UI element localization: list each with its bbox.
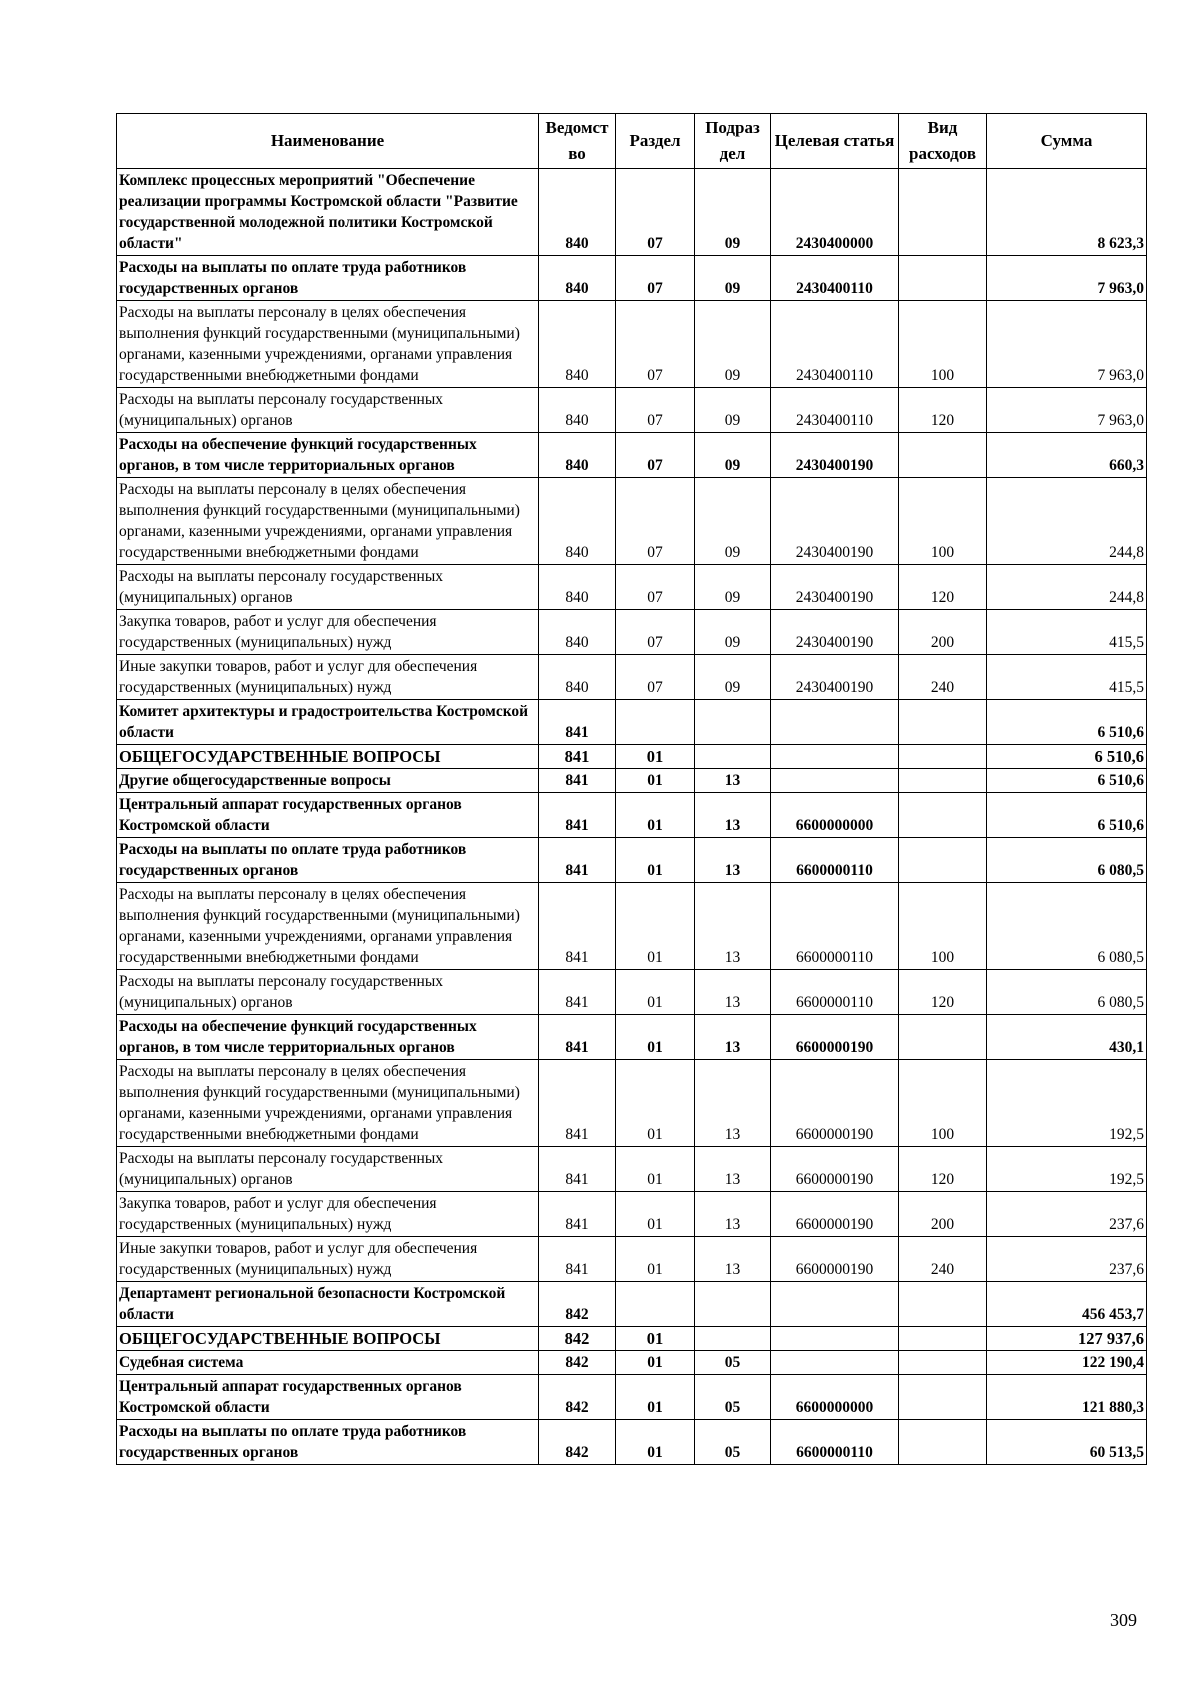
cell-celevaya-statya: 2430400110 [771, 301, 899, 388]
cell-razdel: 01 [616, 1060, 695, 1147]
cell-vedomstvo: 840 [539, 301, 616, 388]
cell-vid-rashodov [899, 700, 987, 745]
cell-celevaya-statya: 2430400190 [771, 565, 899, 610]
cell-razdel: 01 [616, 1192, 695, 1237]
cell-vedomstvo: 841 [539, 883, 616, 970]
cell-vedomstvo: 842 [539, 1375, 616, 1420]
table-row [117, 1015, 1147, 1060]
cell-vedomstvo: 840 [539, 565, 616, 610]
cell-summa: 456 453,7 [987, 1282, 1147, 1327]
cell-vedomstvo: 842 [539, 1351, 616, 1375]
cell-razdel: 01 [616, 1147, 695, 1192]
cell-name: Судебная система [117, 1351, 539, 1375]
cell-name: Центральный аппарат государственных органов Костромской области [117, 793, 539, 838]
table-row [117, 1060, 1147, 1147]
cell-razdel: 01 [616, 1420, 695, 1465]
cell-vid-rashodov [899, 1351, 987, 1375]
table-row [117, 769, 1147, 793]
table-row [117, 388, 1147, 433]
cell-name: Расходы на обеспечение функций государственных органов, в том числе территориальных органов [117, 1015, 539, 1060]
cell-celevaya-statya: 2430400190 [771, 478, 899, 565]
cell-vid-rashodov: 120 [899, 970, 987, 1015]
table-row [117, 301, 1147, 388]
cell-vedomstvo: 840 [539, 610, 616, 655]
cell-podrazdel: 13 [695, 793, 771, 838]
cell-celevaya-statya [771, 745, 899, 769]
table-row [117, 1192, 1147, 1237]
cell-podrazdel [695, 1327, 771, 1351]
cell-name: Расходы на выплаты по оплате труда работников государственных органов [117, 838, 539, 883]
cell-name: Расходы на выплаты персоналу государственных (муниципальных) органов [117, 1147, 539, 1192]
cell-vedomstvo: 840 [539, 169, 616, 256]
cell-name: Расходы на выплаты персоналу в целях обеспечения выполнения функций государственными (муниципальными) органами, казенными учреждениями, органами управления государственными внебюджетными фондами [117, 301, 539, 388]
cell-vid-rashodov [899, 1420, 987, 1465]
table-row [117, 745, 1147, 769]
cell-summa: 6 510,6 [987, 793, 1147, 838]
cell-name: Комитет архитектуры и градостроительства Костромской области [117, 700, 539, 745]
cell-celevaya-statya: 2430400190 [771, 433, 899, 478]
cell-podrazdel: 09 [695, 169, 771, 256]
cell-name: Расходы на выплаты персоналу в целях обеспечения выполнения функций государственными (муниципальными) органами, казенными учреждениями, органами управления государственными внебюджетными фондами [117, 478, 539, 565]
table-row [117, 565, 1147, 610]
cell-vid-rashodov: 120 [899, 388, 987, 433]
cell-summa: 122 190,4 [987, 1351, 1147, 1375]
table-row [117, 793, 1147, 838]
cell-podrazdel: 09 [695, 565, 771, 610]
table-row [117, 700, 1147, 745]
cell-razdel [616, 1282, 695, 1327]
cell-razdel: 01 [616, 1327, 695, 1351]
cell-name: ОБЩЕГОСУДАРСТВЕННЫЕ ВОПРОСЫ [117, 1327, 539, 1351]
cell-razdel: 07 [616, 169, 695, 256]
cell-podrazdel: 13 [695, 883, 771, 970]
cell-celevaya-statya: 2430400110 [771, 388, 899, 433]
cell-celevaya-statya: 2430400190 [771, 610, 899, 655]
cell-vedomstvo: 840 [539, 478, 616, 565]
cell-podrazdel [695, 1282, 771, 1327]
cell-vedomstvo: 841 [539, 1060, 616, 1147]
cell-name: Комплекс процессных мероприятий "Обеспечение реализации программы Костромской области "Развитие государственной молодежной политики Костромской области" [117, 169, 539, 256]
cell-name: Расходы на выплаты персоналу государственных (муниципальных) органов [117, 565, 539, 610]
cell-celevaya-statya: 6600000190 [771, 1015, 899, 1060]
cell-razdel: 01 [616, 883, 695, 970]
cell-celevaya-statya: 2430400000 [771, 169, 899, 256]
cell-vedomstvo: 840 [539, 655, 616, 700]
header-celevaya-statya: Целевая статья [771, 114, 899, 169]
cell-razdel: 07 [616, 478, 695, 565]
cell-summa: 415,5 [987, 655, 1147, 700]
cell-razdel: 07 [616, 256, 695, 301]
table-row [117, 883, 1147, 970]
table-body [117, 169, 1147, 1465]
cell-celevaya-statya [771, 1351, 899, 1375]
cell-podrazdel: 05 [695, 1420, 771, 1465]
table-row [117, 1282, 1147, 1327]
cell-celevaya-statya [771, 769, 899, 793]
cell-summa: 192,5 [987, 1147, 1147, 1192]
table-row [117, 610, 1147, 655]
cell-vid-rashodov: 120 [899, 1147, 987, 1192]
cell-celevaya-statya: 6600000190 [771, 1237, 899, 1282]
cell-razdel: 01 [616, 1237, 695, 1282]
cell-razdel: 01 [616, 838, 695, 883]
cell-podrazdel: 09 [695, 655, 771, 700]
page-number: 309 [1110, 1610, 1137, 1630]
cell-summa: 192,5 [987, 1060, 1147, 1147]
cell-summa: 6 080,5 [987, 883, 1147, 970]
cell-podrazdel: 13 [695, 1192, 771, 1237]
cell-podrazdel: 09 [695, 301, 771, 388]
cell-razdel: 01 [616, 745, 695, 769]
cell-summa: 7 963,0 [987, 301, 1147, 388]
cell-vid-rashodov: 200 [899, 610, 987, 655]
cell-vid-rashodov [899, 745, 987, 769]
cell-summa: 6 510,6 [987, 700, 1147, 745]
cell-podrazdel [695, 700, 771, 745]
cell-celevaya-statya: 6600000110 [771, 970, 899, 1015]
header-podrazdel: Подраз дел [695, 114, 771, 169]
cell-vedomstvo: 840 [539, 388, 616, 433]
cell-celevaya-statya: 6600000110 [771, 838, 899, 883]
cell-razdel: 01 [616, 769, 695, 793]
cell-name: Иные закупки товаров, работ и услуг для обеспечения государственных (муниципальных) нужд [117, 655, 539, 700]
cell-summa: 7 963,0 [987, 388, 1147, 433]
cell-podrazdel: 09 [695, 478, 771, 565]
cell-summa: 121 880,3 [987, 1375, 1147, 1420]
cell-vedomstvo: 841 [539, 1147, 616, 1192]
cell-name: Закупка товаров, работ и услуг для обеспечения государственных (муниципальных) нужд [117, 1192, 539, 1237]
cell-celevaya-statya: 6600000110 [771, 1420, 899, 1465]
cell-celevaya-statya: 6600000190 [771, 1192, 899, 1237]
cell-summa: 6 080,5 [987, 970, 1147, 1015]
cell-vedomstvo: 841 [539, 1237, 616, 1282]
cell-razdel: 01 [616, 793, 695, 838]
cell-summa: 244,8 [987, 565, 1147, 610]
cell-celevaya-statya [771, 1282, 899, 1327]
cell-vid-rashodov [899, 256, 987, 301]
cell-name: Расходы на выплаты персоналу в целях обеспечения выполнения функций государственными (муниципальными) органами, казенными учреждениями, органами управления государственными внебюджетными фондами [117, 883, 539, 970]
cell-summa: 430,1 [987, 1015, 1147, 1060]
cell-name: Расходы на выплаты персоналу государственных (муниципальных) органов [117, 388, 539, 433]
cell-name: Иные закупки товаров, работ и услуг для обеспечения государственных (муниципальных) нужд [117, 1237, 539, 1282]
cell-vedomstvo: 841 [539, 769, 616, 793]
cell-podrazdel: 13 [695, 1060, 771, 1147]
table-row [117, 1420, 1147, 1465]
cell-name: Департамент региональной безопасности Костромской области [117, 1282, 539, 1327]
cell-celevaya-statya: 6600000000 [771, 1375, 899, 1420]
cell-summa: 660,3 [987, 433, 1147, 478]
cell-vid-rashodov [899, 769, 987, 793]
cell-vedomstvo: 842 [539, 1420, 616, 1465]
cell-razdel: 01 [616, 1351, 695, 1375]
cell-podrazdel: 05 [695, 1375, 771, 1420]
cell-razdel: 07 [616, 388, 695, 433]
cell-podrazdel: 13 [695, 1237, 771, 1282]
cell-podrazdel: 09 [695, 388, 771, 433]
table-row [117, 838, 1147, 883]
table-row [117, 478, 1147, 565]
cell-summa: 7 963,0 [987, 256, 1147, 301]
cell-celevaya-statya: 2430400110 [771, 256, 899, 301]
table-row [117, 655, 1147, 700]
table-row [117, 1351, 1147, 1375]
cell-name: Закупка товаров, работ и услуг для обеспечения государственных (муниципальных) нужд [117, 610, 539, 655]
cell-razdel: 01 [616, 1375, 695, 1420]
cell-summa: 60 513,5 [987, 1420, 1147, 1465]
cell-razdel: 07 [616, 655, 695, 700]
cell-vedomstvo: 841 [539, 970, 616, 1015]
cell-name: Расходы на выплаты по оплате труда работников государственных органов [117, 1420, 539, 1465]
cell-podrazdel: 09 [695, 433, 771, 478]
cell-summa: 244,8 [987, 478, 1147, 565]
cell-vedomstvo: 842 [539, 1282, 616, 1327]
cell-vid-rashodov: 100 [899, 301, 987, 388]
cell-vedomstvo: 841 [539, 1192, 616, 1237]
cell-name: Другие общегосударственные вопросы [117, 769, 539, 793]
budget-table [116, 113, 1147, 1465]
cell-vid-rashodov [899, 1015, 987, 1060]
cell-vid-rashodov [899, 1282, 987, 1327]
cell-summa: 237,6 [987, 1192, 1147, 1237]
cell-name: ОБЩЕГОСУДАРСТВЕННЫЕ ВОПРОСЫ [117, 745, 539, 769]
cell-summa: 415,5 [987, 610, 1147, 655]
cell-vid-rashodov: 100 [899, 1060, 987, 1147]
table-header-row [117, 114, 1147, 169]
cell-podrazdel [695, 745, 771, 769]
cell-vid-rashodov: 240 [899, 1237, 987, 1282]
cell-vid-rashodov [899, 1375, 987, 1420]
cell-vedomstvo: 840 [539, 433, 616, 478]
table-row [117, 1237, 1147, 1282]
header-razdel: Раздел [616, 114, 695, 169]
cell-podrazdel: 13 [695, 769, 771, 793]
header-vedomstvo: Ведомст во [539, 114, 616, 169]
cell-vid-rashodov [899, 1327, 987, 1351]
cell-podrazdel: 05 [695, 1351, 771, 1375]
cell-vid-rashodov: 100 [899, 883, 987, 970]
cell-vedomstvo: 841 [539, 793, 616, 838]
cell-vid-rashodov [899, 838, 987, 883]
cell-razdel: 01 [616, 1015, 695, 1060]
cell-summa: 6 080,5 [987, 838, 1147, 883]
table-row [117, 1327, 1147, 1351]
cell-summa: 6 510,6 [987, 769, 1147, 793]
cell-vedomstvo: 841 [539, 1015, 616, 1060]
header-name: Наименование [117, 114, 539, 169]
cell-vid-rashodov: 100 [899, 478, 987, 565]
cell-vedomstvo: 841 [539, 745, 616, 769]
cell-podrazdel: 09 [695, 610, 771, 655]
table-row [117, 970, 1147, 1015]
cell-razdel: 07 [616, 610, 695, 655]
cell-vid-rashodov [899, 793, 987, 838]
cell-vid-rashodov: 200 [899, 1192, 987, 1237]
cell-name: Расходы на выплаты персоналу в целях обеспечения выполнения функций государственными (муниципальными) органами, казенными учреждениями, органами управления государственными внебюджетными фондами [117, 1060, 539, 1147]
cell-summa: 8 623,3 [987, 169, 1147, 256]
cell-celevaya-statya [771, 700, 899, 745]
cell-name: Расходы на обеспечение функций государственных органов, в том числе территориальных органов [117, 433, 539, 478]
cell-vid-rashodov [899, 169, 987, 256]
cell-vid-rashodov: 120 [899, 565, 987, 610]
cell-celevaya-statya: 6600000190 [771, 1147, 899, 1192]
cell-podrazdel: 13 [695, 1015, 771, 1060]
cell-vid-rashodov [899, 433, 987, 478]
table-row [117, 433, 1147, 478]
cell-vedomstvo: 840 [539, 256, 616, 301]
cell-name: Расходы на выплаты персоналу государственных (муниципальных) органов [117, 970, 539, 1015]
cell-celevaya-statya: 6600000000 [771, 793, 899, 838]
table-row [117, 1375, 1147, 1420]
cell-podrazdel: 13 [695, 970, 771, 1015]
header-vid-rashodov: Вид расходов [899, 114, 987, 169]
cell-razdel: 07 [616, 301, 695, 388]
cell-podrazdel: 13 [695, 1147, 771, 1192]
cell-vedomstvo: 842 [539, 1327, 616, 1351]
cell-razdel: 07 [616, 433, 695, 478]
cell-celevaya-statya: 6600000190 [771, 1060, 899, 1147]
cell-name: Центральный аппарат государственных органов Костромской области [117, 1375, 539, 1420]
cell-podrazdel: 13 [695, 838, 771, 883]
cell-podrazdel: 09 [695, 256, 771, 301]
cell-razdel: 07 [616, 565, 695, 610]
cell-summa: 127 937,6 [987, 1327, 1147, 1351]
table-row [117, 256, 1147, 301]
cell-summa: 6 510,6 [987, 745, 1147, 769]
cell-celevaya-statya: 6600000110 [771, 883, 899, 970]
cell-razdel [616, 700, 695, 745]
table-row [117, 1147, 1147, 1192]
cell-name: Расходы на выплаты по оплате труда работников государственных органов [117, 256, 539, 301]
cell-celevaya-statya [771, 1327, 899, 1351]
header-summa: Сумма [987, 114, 1147, 169]
cell-razdel: 01 [616, 970, 695, 1015]
cell-vedomstvo: 841 [539, 838, 616, 883]
cell-vid-rashodov: 240 [899, 655, 987, 700]
cell-summa: 237,6 [987, 1237, 1147, 1282]
cell-celevaya-statya: 2430400190 [771, 655, 899, 700]
cell-vedomstvo: 841 [539, 700, 616, 745]
table-row [117, 169, 1147, 256]
